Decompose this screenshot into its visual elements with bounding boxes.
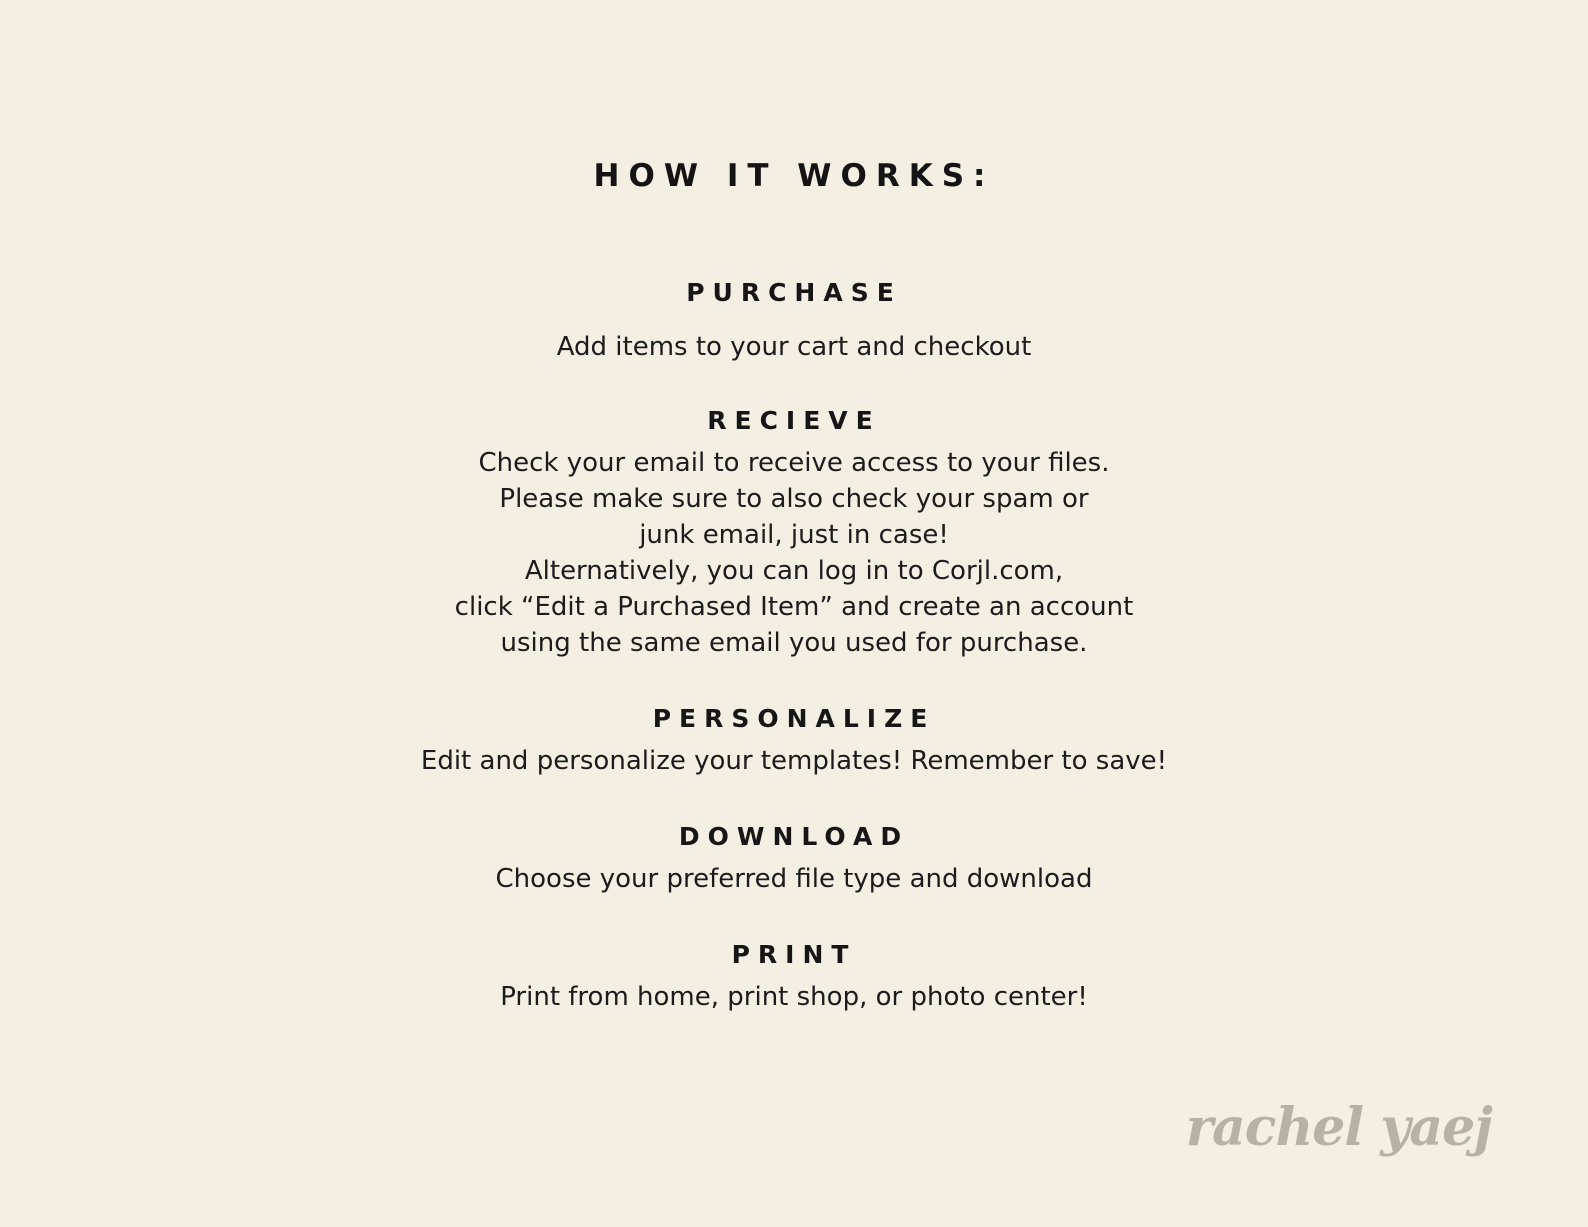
section-heading-print: PRINT (731, 940, 857, 969)
section-purchase (0, 277, 1588, 365)
page-title: HOW IT WORKS: (593, 158, 995, 194)
brand-logo: rachel yaej (1185, 1097, 1492, 1158)
body-line: Check your email to receive access to your files. (478, 448, 1110, 478)
body-line: Print from home, print shop, or photo center! (500, 982, 1088, 1012)
section-body-recieve (0, 445, 1588, 661)
section-body-personalize (0, 743, 1588, 779)
body-line: Edit and personalize your templates! Remember to save! (420, 746, 1168, 776)
section-body-purchase (0, 329, 1588, 365)
section-download (0, 821, 1588, 897)
body-line: click “Edit a Purchased Item” and create an account (454, 592, 1134, 622)
body-line: Choose your preferred file type and download (495, 864, 1093, 894)
section-recieve (0, 405, 1588, 661)
section-body-print (0, 979, 1588, 1015)
section-body-download (0, 861, 1588, 897)
section-heading-personalize: PERSONALIZE (652, 704, 936, 733)
section-print (0, 939, 1588, 1015)
section-heading-purchase: PURCHASE (686, 278, 902, 307)
body-line: junk email, just in case! (639, 520, 949, 550)
body-line: Alternatively, you can log in to Corjl.com, (524, 556, 1064, 586)
body-line: Add items to your cart and checkout (556, 332, 1032, 362)
section-personalize (0, 703, 1588, 779)
section-heading-recieve: RECIEVE (707, 406, 881, 435)
section-heading-download: DOWNLOAD (678, 822, 910, 851)
body-line: Please make sure to also check your spam or (499, 484, 1089, 514)
body-line: using the same email you used for purchase. (500, 628, 1088, 658)
